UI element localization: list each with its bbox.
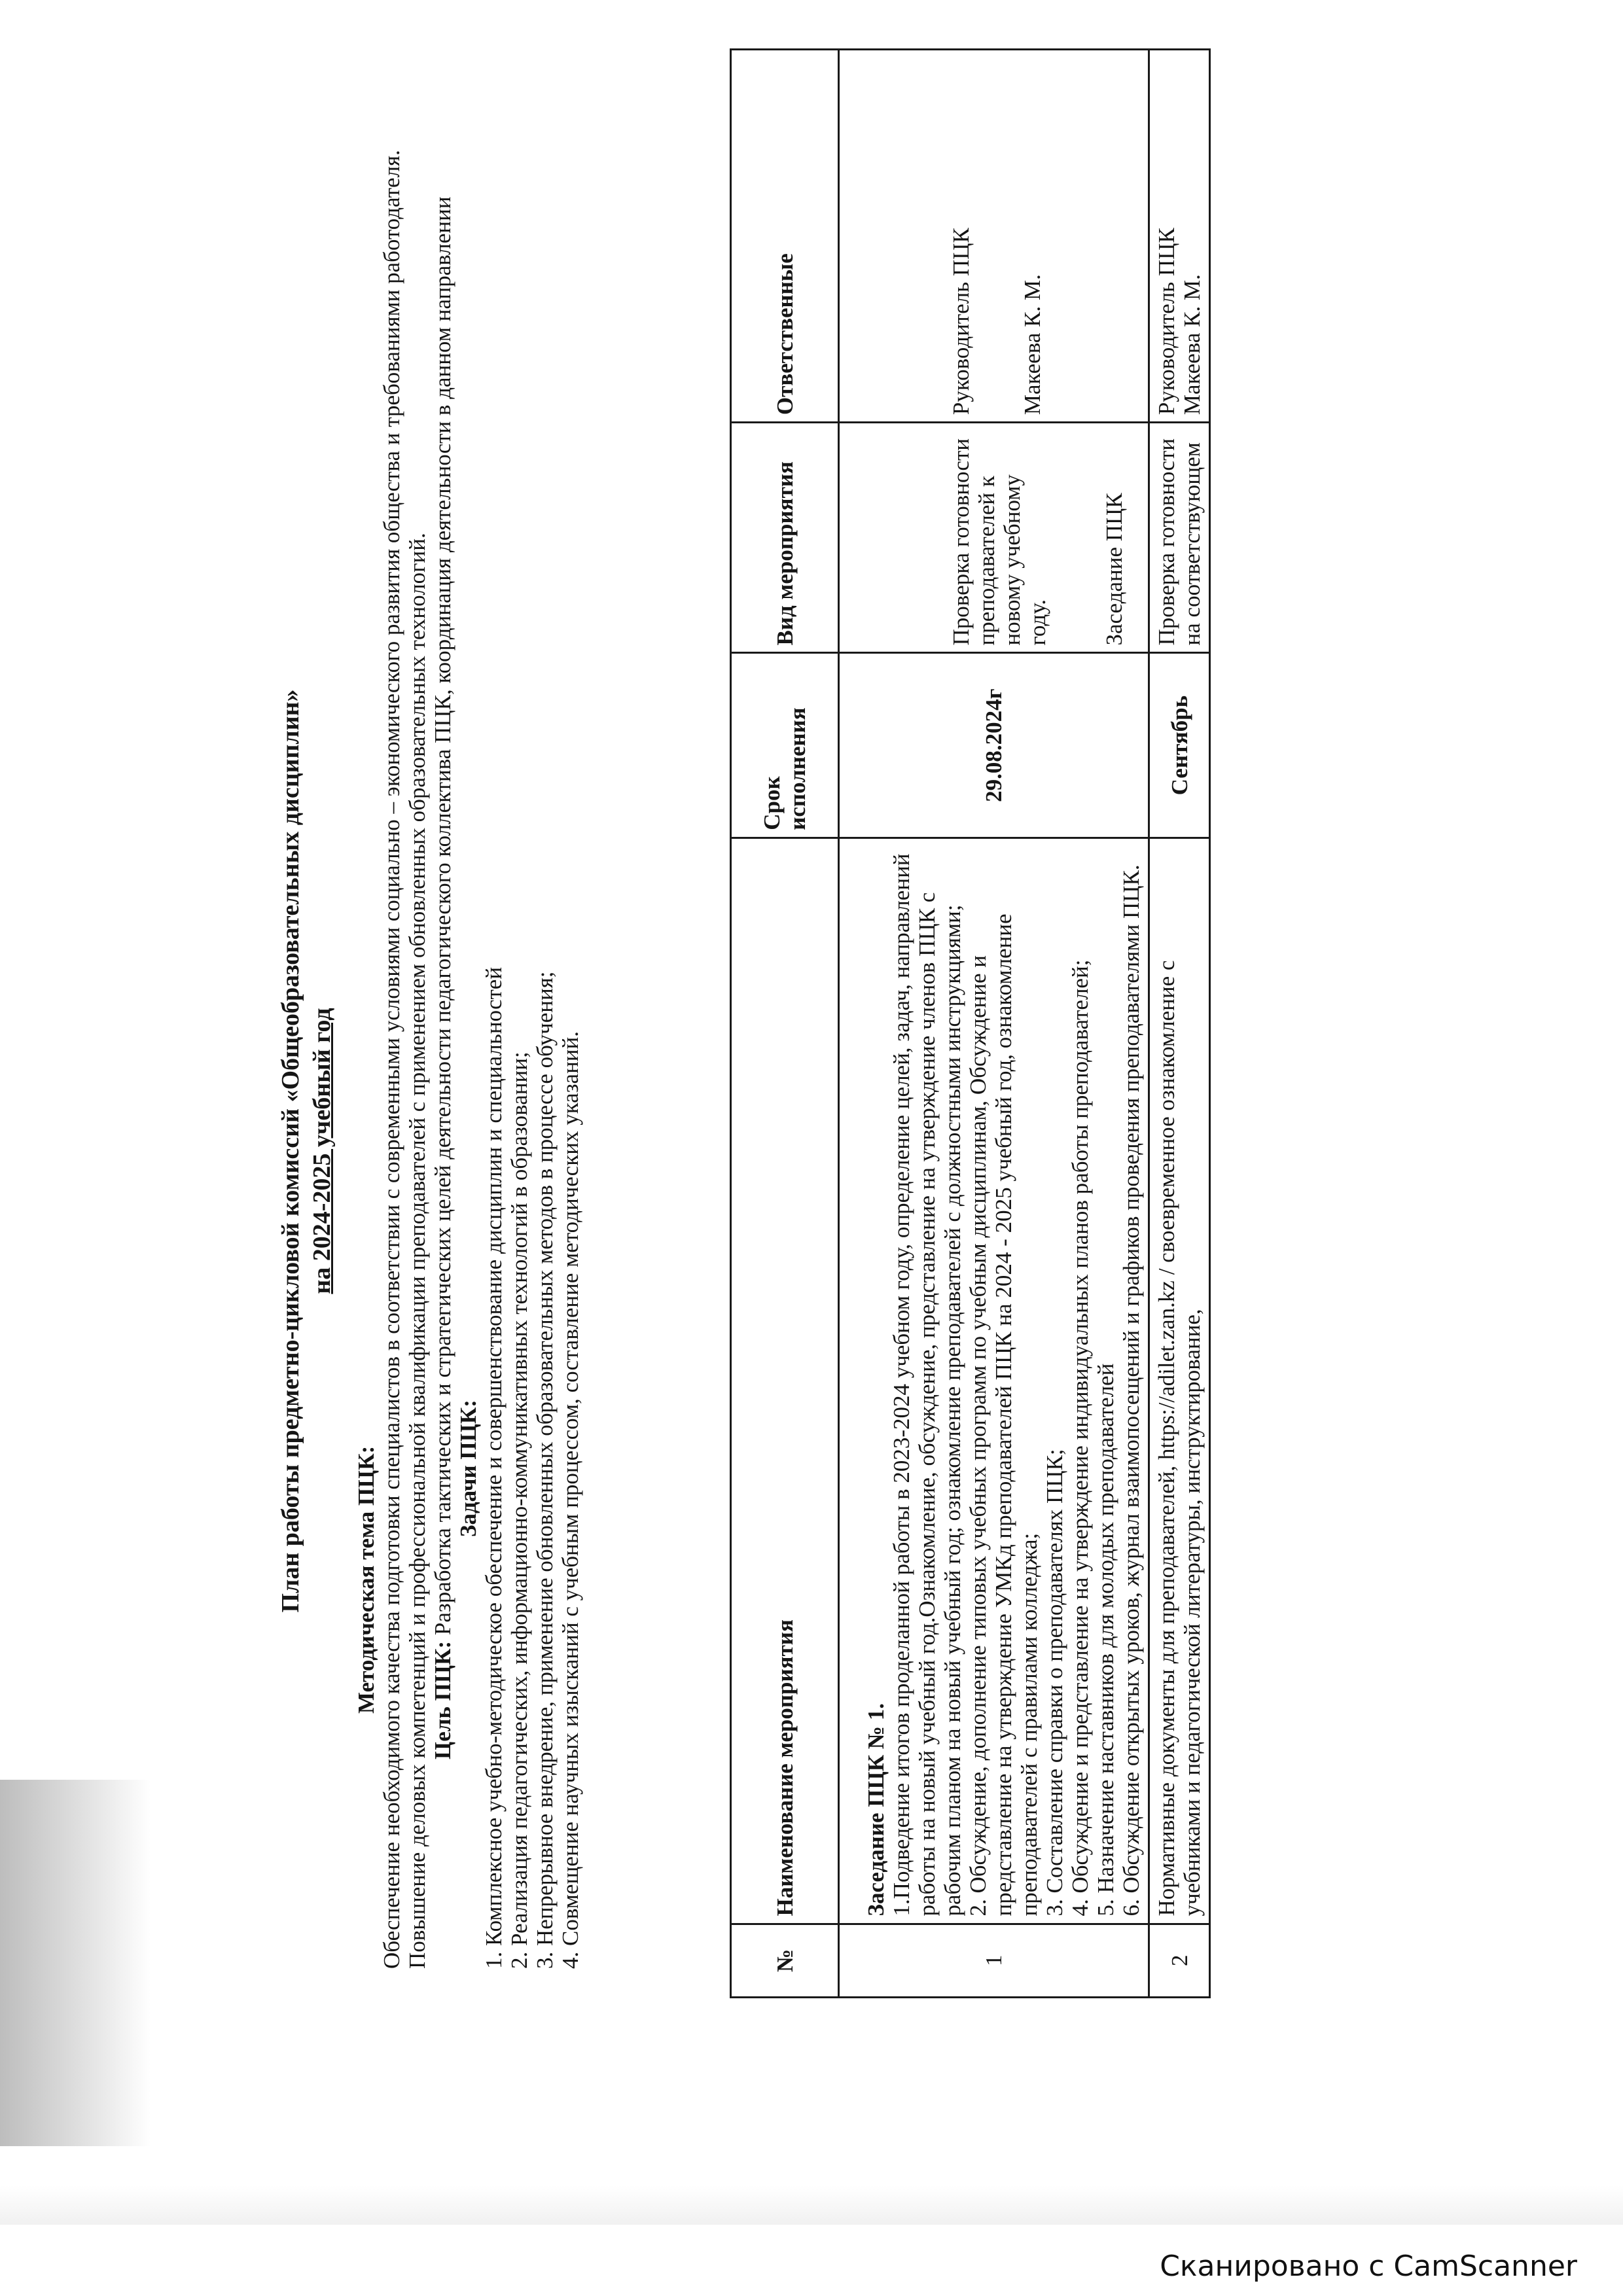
task-item: 2. Реализация педагогических, информационно-коммуникативных технологий в образовании;: [507, 1051, 532, 1969]
header-resp: Ответственные: [731, 50, 839, 423]
row-term: 29.08.2024г: [839, 653, 1149, 838]
row-resp-1: Руководитель ПЦК: [948, 228, 974, 415]
method-theme-text: Обеспечение необходимого качества подготовки специалистов в соответствии с современными условиями социально – экономического развития общества и требованиями работодателя. Повышение деловых компетенций и профессиональной квалификации преподавателей с применением обновленных образовательных технологий.: [379, 150, 430, 1969]
row-resp-2: Макеева К. М.: [1020, 274, 1045, 415]
header-num: №: [731, 1924, 839, 1997]
row-item: 3. Составление справки о преподавателях ПЦК;: [1042, 1449, 1067, 1916]
table-row: [839, 50, 1149, 1998]
table-row: [1149, 50, 1210, 1998]
row-term: Сентябрь: [1149, 653, 1210, 838]
goal-paragraph: [430, 71, 455, 1969]
row-resp-1: Руководитель ПЦК: [1154, 228, 1179, 415]
row-num: 2: [1149, 1924, 1210, 1997]
document-title: [275, 202, 338, 2100]
row-resp: [839, 50, 1149, 423]
row-num: 1: [839, 1924, 1149, 1997]
row-item: 5. Назначение наставников для молодых преподавателей: [1093, 1363, 1118, 1916]
row-resp-2: Макеева К. М.: [1179, 274, 1205, 415]
tasks-list: [481, 71, 583, 1969]
row-item: 1.Подведение итогов проделанной работы в 2023-2024 учебном году, определение целей, задач, направлений работы на новый учебный год.Ознакомление, обсуждение, представление на утверждение членов ПЦК с рабочим планом на новый учебный год; ознакомление преподавателей с должностными инструкциями;: [889, 853, 965, 1916]
header-name: Наименование мероприятия: [731, 838, 839, 1924]
task-item: 3. Непрерывное внедрение, применение обновленных образовательных методов в процессе обучения;: [532, 971, 558, 1969]
row-type-2: Заседание ПЦК: [1101, 493, 1127, 646]
task-item: 1. Комплексное учебно-методическое обеспечение и совершенствование дисциплин и специальностей: [481, 966, 507, 1969]
goal-label: Цель ПЦК:: [430, 1640, 455, 1759]
tasks-label: Задачи ПЦК:: [455, 1400, 481, 1537]
table-header-row: [731, 50, 839, 1998]
subtitle-line: на 2024-2025 учебный год: [308, 1008, 336, 1294]
row-item: 6. Обсуждение открытых уроков, журнал взаимопосещений и графиков проведения преподавателями ПЦК.: [1118, 864, 1144, 1916]
task-item: 4. Совмещение научных изысканий с учебным процессом, составление методических указаний.: [558, 1031, 583, 1969]
row-type: Проверка готовности на соответствующем: [1149, 423, 1210, 653]
header-term: Срок исполнения: [731, 653, 839, 838]
goal-text: Разработка тактических и стратегических целей деятельности педагогического коллектива ПЦК, координация деятельности в данном направлении: [430, 196, 455, 1636]
plan-table: [730, 48, 1211, 1998]
camscanner-watermark: Сканировано с CamScanner: [1160, 2250, 1577, 2283]
title-line: План работы предметно-цикловой комиссий «Общеобразовательных дисциплин»: [277, 689, 304, 1613]
method-theme-label: Методическая тема ПЦК:: [353, 1445, 379, 1714]
row-type: [839, 423, 1149, 653]
row-resp: [1149, 50, 1210, 423]
row-item: 4. Обсуждение и представление на утверждение индивидуальных планов работы преподавателей;: [1067, 959, 1093, 1916]
row-title: Заседание ПЦК № 1.: [863, 1703, 889, 1916]
row-type-1: Проверка готовности преподавателей к новому учебному году.: [948, 438, 1050, 646]
row-name: [839, 838, 1149, 1924]
row-name: Нормативные документы для преподавателей, https://adilet.zan.kz / своевременное ознакомление с учебниками и педагогической литературы, инструктирование,: [1149, 838, 1210, 1924]
intro-block: [353, 71, 583, 1969]
row-item: 2. Обсуждение, дополнение типовых учебных программ по учебным дисциплинам, Обсуждение и представление на утверждение УМКд преподавателей ПЦК на 2024 - 2025 учебный год, ознакомление преподавателей с правилами колледжа;: [965, 913, 1042, 1916]
header-type: Вид мероприятия: [731, 423, 839, 653]
